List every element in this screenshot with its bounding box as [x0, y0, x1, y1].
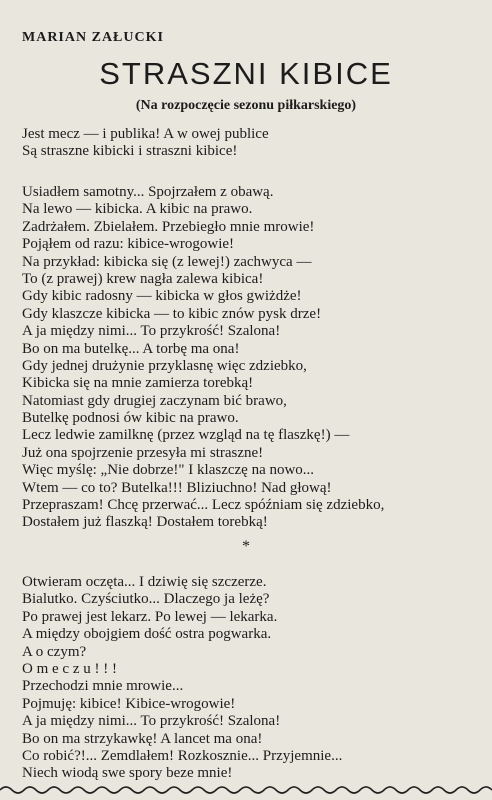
verse-line: O m e c z u ! ! !	[22, 660, 117, 677]
verse-line: Otwieram oczęta... I dziwię się szczerze.	[22, 574, 267, 590]
verse-line: Dostałem już flaszką! Dostałem torebką!	[22, 514, 268, 531]
verse-line: Więc myślę: „Nie dobrze!" I klaszczę na nowo...	[22, 462, 315, 479]
verse-line: Gdy klaszcze kibicka — to kibic znów pysk drze!	[22, 305, 322, 322]
verse-line: Pojmuję: kibice! Kibice-wrogowie!	[22, 695, 236, 712]
verse-line: Niech wiodą swe spory beze mnie!	[22, 765, 233, 782]
section-divider-asterisk: *	[242, 538, 250, 555]
verse-line: Pojąłem od razu: kibice-wrogowie!	[22, 236, 235, 253]
verse-line: Jest mecz — i publika! A w owej publice	[22, 126, 269, 142]
verse-line: Natomiast gdy drugiej zaczynam bić brawo,	[22, 392, 287, 409]
verse-line: Są straszne kibicki i straszni kibice!	[22, 143, 238, 160]
verse-line: Bialutko. Czyściutko... Dlaczego ja leżę?	[22, 591, 270, 608]
stanza-2	[22, 184, 484, 532]
verse-line: Na przykład: kibicka się (z lewej!) zachwyca —	[22, 253, 312, 270]
verse-line: Zadrżałem. Zbielałem. Przebiegło mnie mrowie!	[22, 218, 315, 235]
verse-line: Przepraszam! Chcę przerwać... Lecz spóźniam się zdziebko,	[22, 497, 385, 514]
wavy-border-decoration	[0, 783, 492, 797]
verse-line: Kibicka się na mnie zamierza torebką!	[22, 375, 254, 392]
poem-title: STRASZNI KIBICE	[99, 56, 393, 91]
verse-line: A o czym?	[22, 643, 87, 660]
verse-line: A między obojgiem dość ostra pogwarka.	[22, 626, 272, 643]
verse-line: Bo on ma strzykawkę! A lancet ma ona!	[22, 730, 263, 747]
verse-line: A ja między nimi... To przykrość! Szalona!	[22, 323, 281, 340]
verse-line: A ja między nimi... To przykrość! Szalona!	[22, 713, 281, 730]
verse-line: Co robić?!... Zemdlałem! Rozkosznie... Przyjemnie...	[22, 747, 343, 764]
verse-line: Wtem — co to? Butelka!!! Bliziuchno! Nad głową!	[22, 479, 332, 496]
poem-subtitle: (Na rozpoczęcie sezonu piłkarskiego)	[135, 98, 357, 113]
verse-line: Gdy jednej drużynie przyklasnę więc zdziebko,	[22, 357, 307, 374]
verse-line: Usiadłem samotny... Spojrzałem z obawą.	[22, 184, 274, 200]
author-name: MARIAN ZAŁUCKI	[22, 30, 164, 45]
stanza-3	[22, 574, 484, 783]
verse-line: Lecz ledwie zamilknę (przez wzgląd na tę flaszkę!) —	[22, 427, 350, 444]
verse-line: Już ona spojrzenie przesyła mi straszne!	[22, 444, 264, 461]
verse-line: Butelkę podnosi ów kibic na prawo.	[22, 410, 239, 427]
verse-line: Gdy kibic radosny — kibicka w głos gwiżdże!	[22, 288, 302, 305]
verse-line: Bo on ma butelkę... A torbę ma ona!	[22, 340, 240, 357]
verse-line: To (z prawej) krew nagła zalewa kibica!	[22, 270, 264, 287]
verse-line: Po prawej jest lekarz. Po lewej — lekarka.	[22, 608, 278, 625]
stanza-1	[22, 126, 484, 161]
verse-line: Na lewo — kibicka. A kibic na prawo.	[22, 201, 253, 218]
verse-line: Przechodzi mnie mrowie...	[22, 678, 184, 695]
